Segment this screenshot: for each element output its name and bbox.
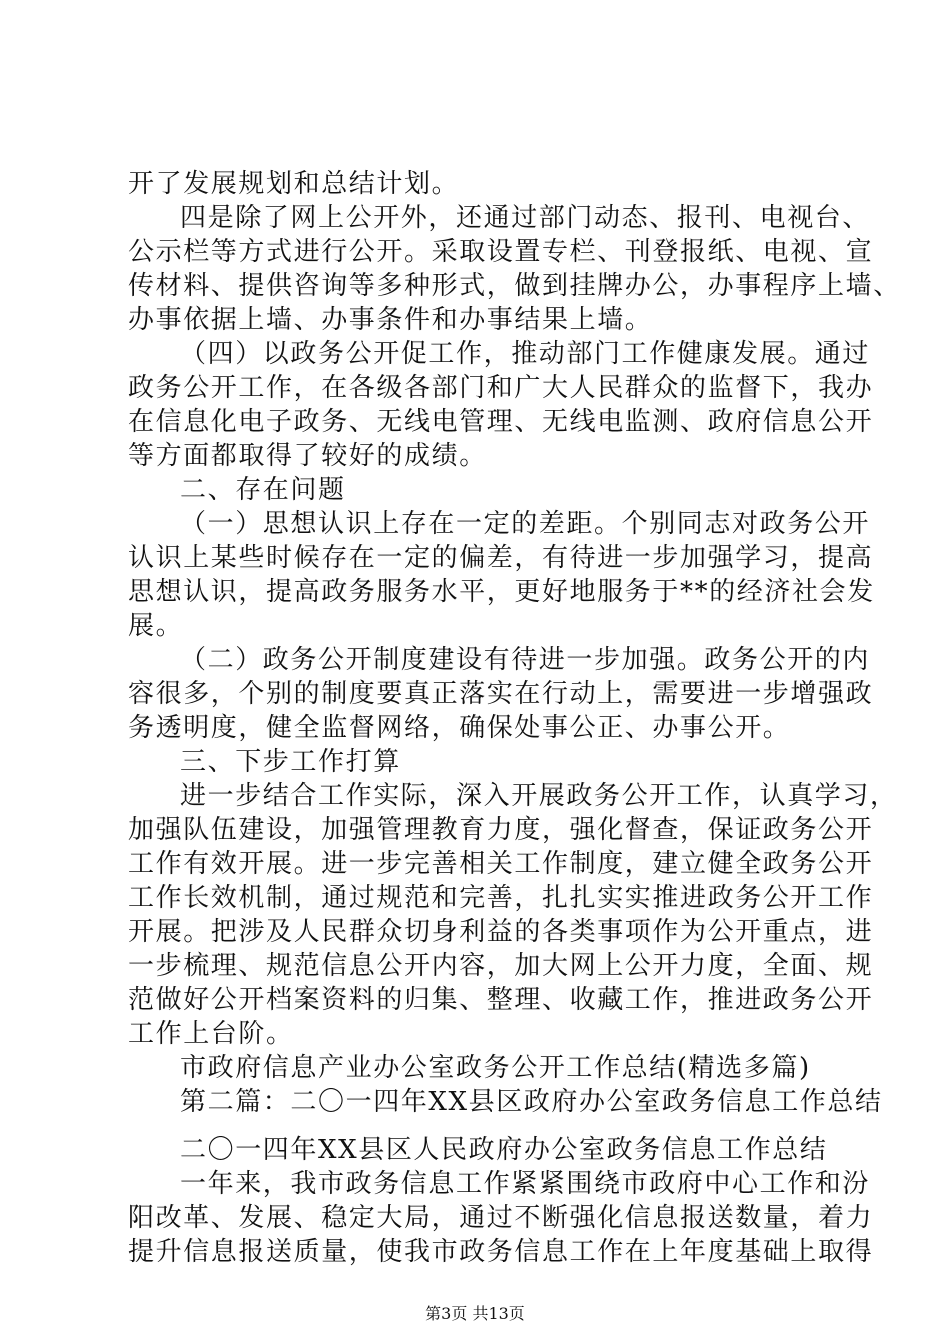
document-title: 市政府信息产业办公室政务公开工作总结(精选多篇) [180,1053,811,1083]
body-text-line: 开展。把涉及人民群众切身利益的各类事项作为公开重点，进 [128,917,874,947]
body-text-line: 政务公开工作，在各级各部门和广大人民群众的监督下，我办 [128,373,874,403]
paragraph-first-line: 一年来，我市政务信息工作紧紧围绕市政府中心工作和汾 [180,1169,871,1199]
body-text-line: 展。 [128,611,184,641]
paragraph-first-line: （二）政务公开制度建设有待进一步加强。政务公开的内 [180,645,871,675]
body-text-line: 阳改革、发展、稳定大局，通过不断强化信息报送数量，着力 [128,1203,874,1233]
body-text-line: 加强队伍建设，加强管理教育力度，强化督查，保证政务公开 [128,815,874,845]
page-number-footer: 第3页 共13页 [425,1304,525,1323]
body-text-line: 开了发展规划和总结计划。 [128,169,460,199]
paragraph-first-line: （一）思想认识上存在一定的差距。个别同志对政务公开 [180,509,871,539]
section-heading: 二、存在问题 [180,475,346,505]
paragraph-first-line: 四是除了网上公开外，还通过部门动态、报刊、电视台、 [180,203,871,233]
body-text-line: 等方面都取得了较好的成绩。 [128,441,487,471]
body-text-line: 办事依据上墙、办事条件和办事结果上墙。 [128,305,653,335]
body-text-line: 容很多，个别的制度要真正落实在行动上，需要进一步增强政 [128,679,874,709]
body-text-line: 思想认识，提高政务服务水平，更好地服务于**的经济社会发 [128,577,875,607]
body-text-line: 工作有效开展。进一步完善相关工作制度，建立健全政务公开 [128,849,874,879]
body-text-line: 传材料、提供咨询等多种形式，做到挂牌办公，办事程序上墙、 [128,271,901,301]
section-heading: 三、下步工作打算 [180,747,401,777]
body-text-line: 公示栏等方式进行公开。采取设置专栏、刊登报纸、电视、宣 [128,237,874,267]
body-text-line: 务透明度，健全监督网络，确保处事公正、办事公开。 [128,713,791,743]
paragraph-first-line: （四）以政务公开促工作，推动部门工作健康发展。通过 [180,339,871,369]
body-text-line: 提升信息报送质量，使我市政务信息工作在上年度基础上取得 [128,1237,874,1267]
body-text-line: 一步梳理、规范信息公开内容，加大网上公开力度，全面、规 [128,951,874,981]
body-text-line: 认识上某些时候存在一定的偏差，有待进一步加强学习，提高 [128,543,874,573]
body-text-line: 范做好公开档案资料的归集、整理、收藏工作，推进政务公开 [128,985,874,1015]
chapter-heading: 第二篇：二〇一四年XX县区政府办公室政务信息工作总结 [180,1087,883,1117]
subtitle-line: 二〇一四年XX县区人民政府办公室政务信息工作总结 [180,1135,828,1165]
body-text-line: 工作长效机制，通过规范和完善，扎扎实实推进政务公开工作 [128,883,874,913]
body-text-line: 工作上台阶。 [128,1019,294,1049]
paragraph-first-line: 进一步结合工作实际，深入开展政务公开工作，认真学习， [180,781,898,811]
body-text-line: 在信息化电子政务、无线电管理、无线电监测、政府信息公开 [128,407,874,437]
